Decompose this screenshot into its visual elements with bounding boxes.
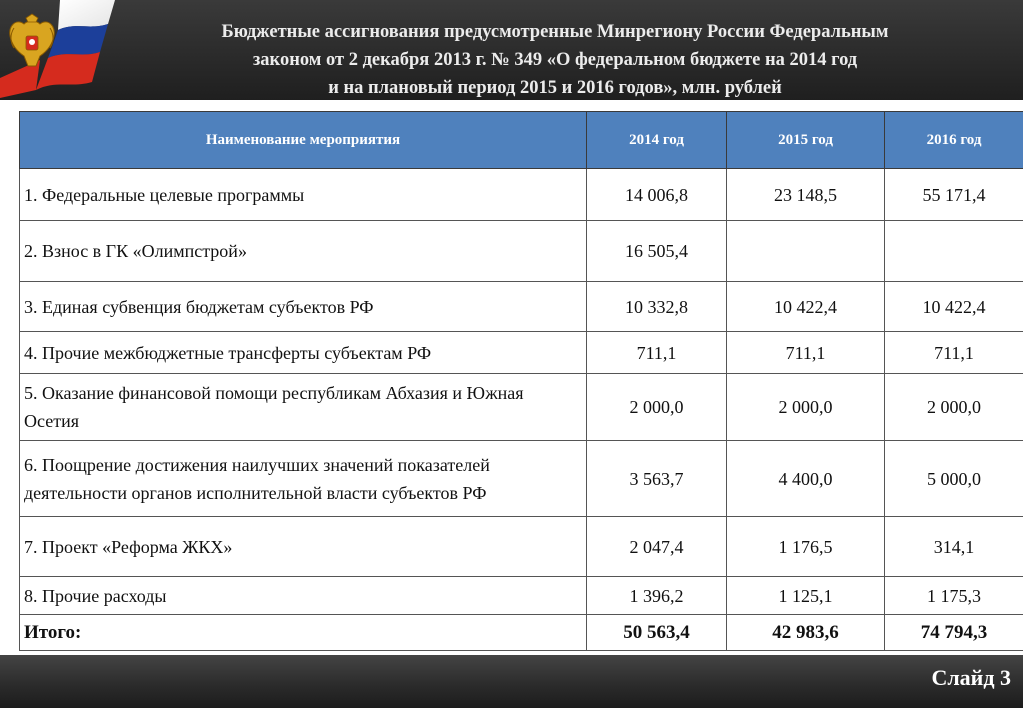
row-value-2016: 1 175,3 (885, 577, 1023, 615)
row-value-2014: 711,1 (587, 332, 727, 374)
row-value-2014: 16 505,4 (587, 221, 727, 282)
table-row (20, 517, 1023, 577)
row-value-2016: 2 000,0 (885, 374, 1023, 441)
slide-number: Слайд 3 (931, 665, 1011, 690)
column-header-name: Наименование мероприятия (20, 112, 587, 169)
total-value-2016: 74 794,3 (885, 615, 1023, 651)
row-name: 6. Поощрение достижения наилучших значений показателей деятельности органов исполнительной власти субъектов РФ (20, 441, 587, 517)
slide-title (120, 18, 990, 102)
budget-table-container (19, 111, 1023, 651)
total-label: Итого: (20, 615, 587, 651)
row-value-2016 (885, 221, 1023, 282)
table-row (20, 577, 1023, 615)
slide-title-line-2: законом от 2 декабря 2013 г. № 349 «О федеральном бюджете на 2014 год (252, 50, 858, 70)
row-name: 7. Проект «Реформа ЖКХ» (20, 517, 587, 577)
slide-footer (0, 655, 1023, 708)
row-value-2015: 4 400,0 (727, 441, 885, 517)
row-value-2015: 23 148,5 (727, 169, 885, 221)
table-row (20, 441, 1023, 517)
row-value-2015: 1 176,5 (727, 517, 885, 577)
row-name: 1. Федеральные целевые программы (20, 169, 587, 221)
row-value-2016: 55 171,4 (885, 169, 1023, 221)
row-value-2015: 10 422,4 (727, 282, 885, 332)
row-value-2015 (727, 221, 885, 282)
table-header-row (20, 112, 1023, 169)
row-value-2014: 14 006,8 (587, 169, 727, 221)
table-row (20, 332, 1023, 374)
row-value-2016: 10 422,4 (885, 282, 1023, 332)
table-total-row (20, 615, 1023, 651)
slide-header (0, 0, 1023, 100)
table-row (20, 169, 1023, 221)
table-row (20, 221, 1023, 282)
row-name: 5. Оказание финансовой помощи республикам Абхазия и Южная Осетия (20, 374, 587, 441)
row-value-2014: 10 332,8 (587, 282, 727, 332)
column-header-2016: 2016 год (885, 112, 1023, 169)
row-value-2014: 1 396,2 (587, 577, 727, 615)
column-header-2015: 2015 год (727, 112, 885, 169)
slide-title-line-1: Бюджетные ассигнования предусмотренные Минрегиону России Федеральным (221, 22, 889, 42)
row-value-2014: 2 047,4 (587, 517, 727, 577)
row-value-2015: 1 125,1 (727, 577, 885, 615)
row-name: 3. Единая субвенция бюджетам субъектов РФ (20, 282, 587, 332)
row-value-2016: 5 000,0 (885, 441, 1023, 517)
slide-title-line-3: и на плановый период 2015 и 2016 годов», млн. рублей (328, 78, 782, 98)
budget-table (19, 111, 1023, 651)
column-header-2014: 2014 год (587, 112, 727, 169)
russian-coat-of-arms-icon (0, 0, 115, 98)
row-value-2015: 2 000,0 (727, 374, 885, 441)
row-value-2014: 2 000,0 (587, 374, 727, 441)
row-value-2014: 3 563,7 (587, 441, 727, 517)
row-value-2015: 711,1 (727, 332, 885, 374)
row-name: 2. Взнос в ГК «Олимпстрой» (20, 221, 587, 282)
row-value-2016: 711,1 (885, 332, 1023, 374)
row-name: 8. Прочие расходы (20, 577, 587, 615)
row-value-2016: 314,1 (885, 517, 1023, 577)
row-name: 4. Прочие межбюджетные трансферты субъектам РФ (20, 332, 587, 374)
total-value-2015: 42 983,6 (727, 615, 885, 651)
total-value-2014: 50 563,4 (587, 615, 727, 651)
table-row (20, 374, 1023, 441)
table-row (20, 282, 1023, 332)
